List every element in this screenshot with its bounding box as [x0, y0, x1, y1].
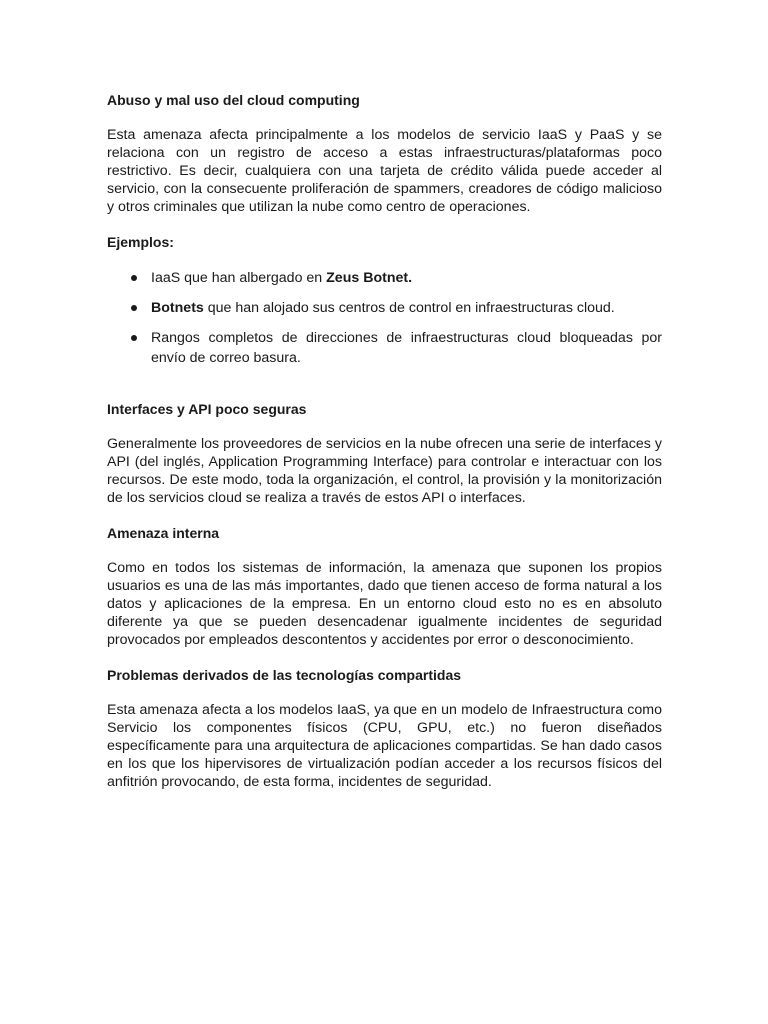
list-item: [107, 298, 662, 318]
list-item-bold: Botnets: [151, 300, 204, 316]
bullet-icon: [131, 305, 137, 311]
section-heading-tecnologias-compartidas: Problemas derivados de las tecnologías compartidas: [107, 667, 462, 683]
section-paragraph-interfaces: Generalmente los proveedores de servicios en la nube ofrecen una serie de interfaces y API (del inglés, Application Programming Interface) para controlar e interactuar con los recursos. De este modo, toda la organización, el control, la provisión y la monitorización de los servicios cloud se realiza a través de estos API o interfaces.: [107, 436, 662, 506]
list-item-bold: Zeus Botnet.: [326, 270, 413, 286]
examples-heading: Ejemplos:: [107, 234, 174, 250]
list-item: [107, 268, 662, 288]
examples-list: [107, 268, 662, 368]
section-heading-abuso: Abuso y mal uso del cloud computing: [107, 92, 360, 108]
section-heading-amenaza-interna: Amenaza interna: [107, 525, 220, 541]
bullet-icon: [131, 335, 137, 341]
list-item-text: que han alojado sus centros de control en infraestructuras cloud.: [203, 300, 615, 316]
section-paragraph-tecnologias-compartidas: Esta amenaza afecta a los modelos IaaS, ya que en un modelo de Infraestructura como Servicio los componentes físicos (CPU, GPU, etc.) no fueron diseñados específicamente para una arquitectura de aplicaciones compartidas. Se han dado casos en los que los hipervisores de virtualización podían acceder a los recursos físicos del anfitrión provocando, de esta forma, incidentes de seguridad.: [107, 702, 662, 790]
list-item-text: IaaS que han albergado en: [151, 270, 327, 286]
list-item: [107, 328, 662, 368]
list-item-text: Rangos completos de direcciones de infraestructuras cloud bloqueadas por envío de correo basura.: [151, 330, 662, 366]
section-paragraph-amenaza-interna: Como en todos los sistemas de información, la amenaza que suponen los propios usuarios es una de las más importantes, dado que tienen acceso de forma natural a los datos y aplicaciones de la empresa. En un entorno cloud esto no es en absoluto diferente ya que se pueden desencadenar igualmente incidentes de seguridad provocados por empleados descontentos y accidentes por error o desconocimiento.: [107, 560, 662, 648]
section-heading-interfaces: Interfaces y API poco seguras: [107, 401, 307, 417]
section-paragraph-abuso: Esta amenaza afecta principalmente a los modelos de servicio IaaS y PaaS y se relaciona con un registro de acceso a estas infraestructuras/plataformas poco restrictivo. Es decir, cualquiera con una tarjeta de crédito válida puede acceder al servicio, con la consecuente proliferación de spammers, creadores de código malicioso y otros criminales que utilizan la nube como centro de operaciones.: [107, 127, 662, 215]
bullet-icon: [131, 275, 137, 281]
